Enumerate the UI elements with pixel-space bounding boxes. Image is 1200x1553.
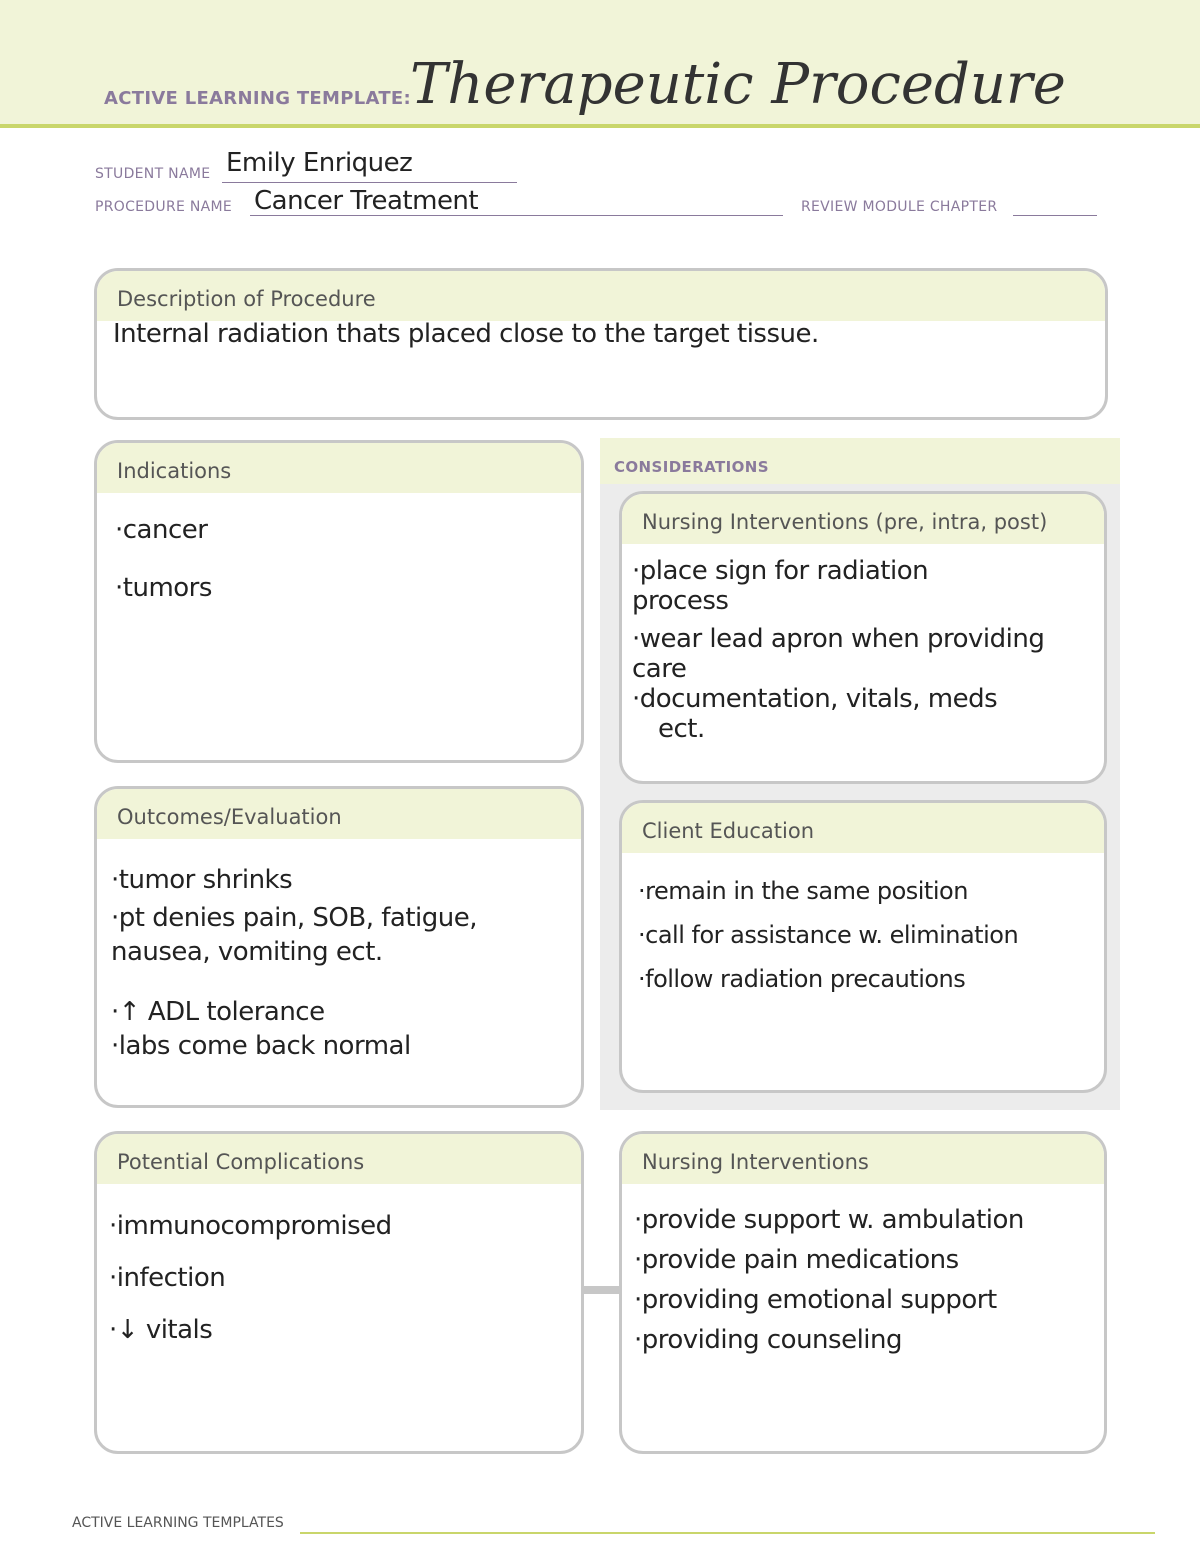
footer-rule	[300, 1532, 1155, 1534]
student-name-label: STUDENT NAME	[95, 166, 211, 182]
indications-box	[94, 440, 584, 763]
nursing-pre-line[interactable]: ect.	[658, 714, 705, 744]
outcome-line[interactable]: nausea, vomiting ect.	[111, 937, 383, 967]
indications-title: Indications	[117, 459, 232, 483]
nursing-pre-line[interactable]: care	[632, 654, 687, 684]
template-label: ACTIVE LEARNING TEMPLATE:	[104, 88, 411, 109]
outcome-line[interactable]: ·↑ ADL tolerance	[111, 997, 325, 1027]
student-name-value[interactable]: Emily Enriquez	[226, 148, 413, 178]
client-education-title: Client Education	[642, 819, 815, 843]
nursing-intervention-item[interactable]: ·providing counseling	[634, 1325, 903, 1355]
header-rule	[0, 124, 1200, 128]
procedure-name-label: PROCEDURE NAME	[95, 199, 233, 215]
page-title: Therapeutic Procedure	[410, 52, 1066, 117]
nursing-interventions-pre-box	[619, 491, 1107, 784]
complication-item[interactable]: ·immunocompromised	[109, 1211, 392, 1241]
education-item[interactable]: ·remain in the same position	[638, 877, 968, 905]
complication-item[interactable]: ·infection	[109, 1263, 226, 1293]
complication-item[interactable]: ·↓ vitals	[109, 1315, 213, 1345]
student-name-line	[222, 182, 517, 183]
nursing-pre-line[interactable]: ·wear lead apron when providing	[632, 624, 1045, 654]
nursing-pre-line[interactable]: ·documentation, vitals, meds	[632, 684, 998, 714]
nursing-intervention-item[interactable]: ·provide support w. ambulation	[634, 1205, 1024, 1235]
education-item[interactable]: ·call for assistance w. elimination	[638, 921, 1019, 949]
description-title: Description of Procedure	[117, 287, 376, 311]
procedure-name-value[interactable]: Cancer Treatment	[254, 186, 479, 216]
education-item[interactable]: ·follow radiation precautions	[638, 965, 966, 993]
nursing-interventions-box	[619, 1131, 1107, 1454]
nursing-pre-line[interactable]: process	[632, 586, 729, 616]
connector-bar	[583, 1286, 619, 1294]
outcome-line[interactable]: ·tumor shrinks	[111, 865, 293, 895]
indication-item[interactable]: ·tumors	[115, 573, 212, 603]
outcome-line[interactable]: ·labs come back normal	[111, 1031, 411, 1061]
outcome-line[interactable]: ·pt denies pain, SOB, fatigue,	[111, 903, 477, 933]
nursing-interventions-pre-title: Nursing Interventions (pre, intra, post)	[642, 510, 1048, 534]
complications-box	[94, 1131, 584, 1454]
complications-title: Potential Complications	[117, 1150, 365, 1174]
nursing-intervention-item[interactable]: ·providing emotional support	[634, 1285, 997, 1315]
considerations-label: CONSIDERATIONS	[614, 458, 769, 476]
indication-item[interactable]: ·cancer	[115, 515, 208, 545]
description-text[interactable]: Internal radiation thats placed close to the target tissue.	[113, 319, 819, 349]
footer-label: ACTIVE LEARNING TEMPLATES	[72, 1515, 284, 1531]
outcomes-title: Outcomes/Evaluation	[117, 805, 342, 829]
description-box	[94, 268, 1108, 420]
client-education-box	[619, 800, 1107, 1093]
nursing-interventions-title: Nursing Interventions	[642, 1150, 869, 1174]
outcomes-box	[94, 786, 584, 1108]
nursing-intervention-item[interactable]: ·provide pain medications	[634, 1245, 959, 1275]
review-module-line[interactable]	[1013, 215, 1097, 216]
nursing-pre-line[interactable]: ·place sign for radiation	[632, 556, 929, 586]
review-module-label: REVIEW MODULE CHAPTER	[801, 199, 998, 215]
